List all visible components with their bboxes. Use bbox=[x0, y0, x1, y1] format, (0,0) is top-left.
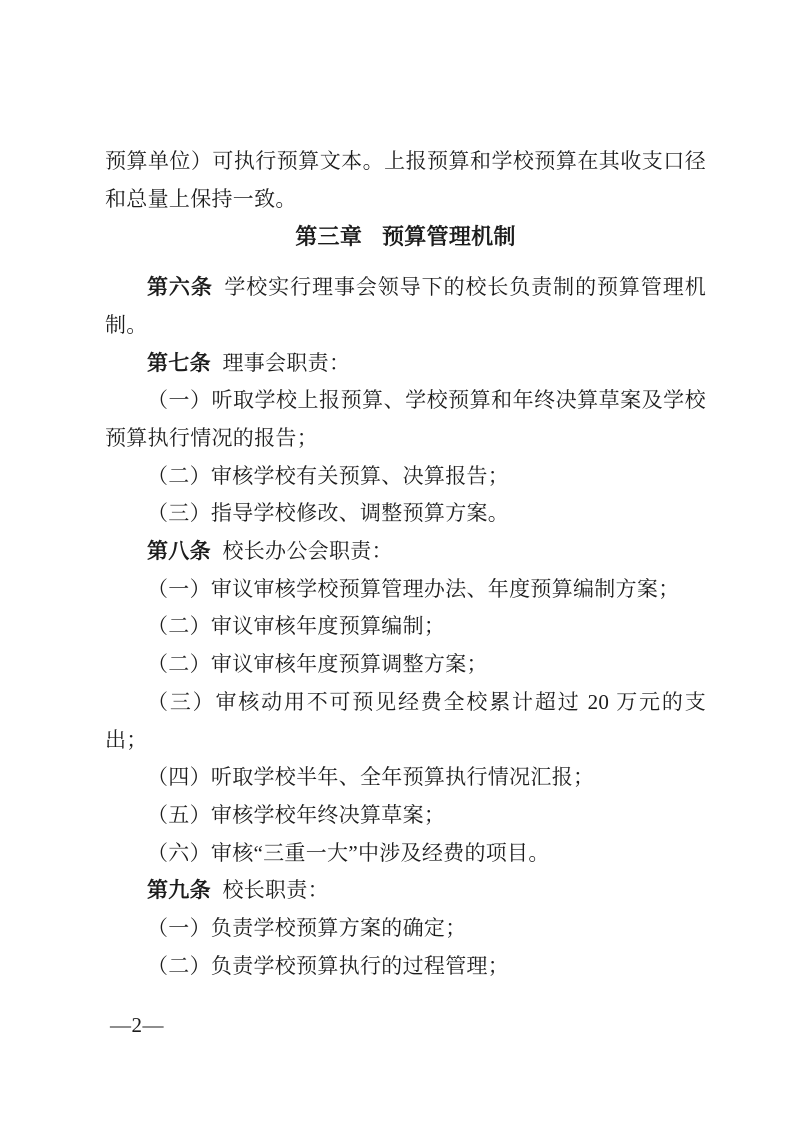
article-text: （二）负责学校预算执行的过程管理； bbox=[147, 953, 510, 978]
article-label: 第七条 bbox=[147, 350, 211, 375]
article-text: （三）指导学校修改、调整预算方案。 bbox=[147, 501, 510, 526]
article-text: （二）审议审核年度预算编制； bbox=[147, 614, 446, 639]
article-text: （三）审核动用不可预见经费全校累计超过 20 万元的支出； bbox=[105, 689, 706, 752]
article-label: 第九条 bbox=[147, 878, 211, 903]
article-paragraph bbox=[105, 345, 706, 383]
chapter-heading bbox=[105, 218, 706, 256]
article-paragraph bbox=[105, 835, 706, 873]
continuation-paragraph bbox=[105, 143, 706, 218]
continuation-paragraph-text: 预算单位）可执行预算文本。上报预算和学校预算在其收支口径和总量上保持一致。 bbox=[105, 149, 706, 211]
document-body bbox=[105, 143, 706, 985]
article-text: 理事会职责： bbox=[222, 350, 351, 375]
article-text: （五）审核学校年终决算草案； bbox=[147, 802, 446, 827]
article-paragraph bbox=[105, 495, 706, 533]
article-label: 第八条 bbox=[147, 539, 211, 564]
article-paragraph bbox=[105, 458, 706, 496]
article-paragraph bbox=[105, 646, 706, 684]
article-paragraph bbox=[105, 948, 706, 986]
article-paragraph bbox=[105, 269, 706, 344]
article-label: 第六条 bbox=[147, 275, 213, 300]
article-text: 学校实行理事会领导下的校长负责制的预算管理机制。 bbox=[105, 275, 706, 337]
article-paragraph bbox=[105, 910, 706, 948]
article-text: （一）审议审核学校预算管理办法、年度预算编制方案； bbox=[147, 576, 680, 601]
article-paragraph bbox=[105, 759, 706, 797]
chapter-number: 第三章 bbox=[295, 224, 363, 250]
article-text: 校长办公会职责： bbox=[222, 539, 393, 564]
article-text: （六）审核“三重一大”中涉及经费的项目。 bbox=[147, 840, 550, 865]
article-paragraph bbox=[105, 571, 706, 609]
chapter-title: 预算管理机制 bbox=[381, 224, 516, 250]
article-paragraph bbox=[105, 797, 706, 835]
article-paragraph bbox=[105, 608, 706, 646]
page-number: —2— bbox=[110, 1013, 164, 1037]
article-paragraph bbox=[105, 533, 706, 571]
article-text: （一）负责学校预算方案的确定； bbox=[147, 916, 467, 941]
article-text: （四）听取学校半年、全年预算执行情况汇报； bbox=[147, 765, 595, 790]
article-text: （二）审核学校有关预算、决算报告； bbox=[147, 463, 510, 488]
article-text: （一）听取学校上报预算、学校预算和年终决算草案及学校预算执行情况的报告； bbox=[105, 388, 706, 450]
article-paragraph bbox=[105, 382, 706, 457]
article-paragraph bbox=[105, 872, 706, 910]
article-text: 校长职责： bbox=[222, 878, 329, 903]
article-paragraph bbox=[105, 684, 706, 759]
article-text: （二）审议审核年度预算调整方案； bbox=[147, 652, 488, 677]
